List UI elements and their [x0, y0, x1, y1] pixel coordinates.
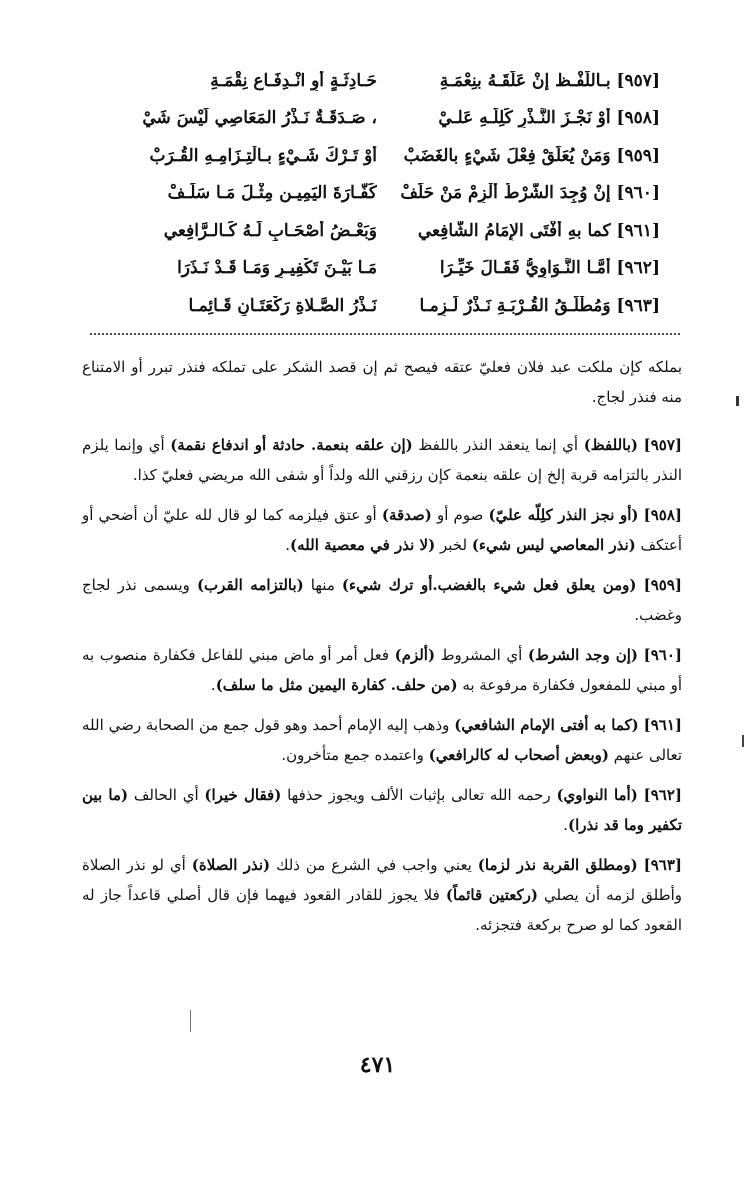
commentary-paragraph: [82, 570, 682, 630]
commentary-text: يعني واجب في الشرع من ذلك: [270, 856, 478, 874]
commentary-text: وذهب إليه الإمام أحمد وهو قول جمع من الصحابة رضي الله تعالى عنهم: [82, 716, 682, 764]
quoted-verse-text: (إن وجد الشرط): [527, 646, 639, 664]
commentary-text: منها: [303, 576, 342, 594]
verse-second-hemistich: حَـادِثَـةٍ أوِ انْـدِفَـاعِ نِقْمَـةِ: [210, 70, 377, 91]
quoted-verse-text: (ألزم): [394, 646, 436, 664]
verse-first-hemistich: [٩٦٣] وَمُطْلَـقُ القُـرْبَـةِ نَـذْرٌ لَـزِمـا: [419, 295, 660, 316]
quoted-verse-text: (أما النواوي): [556, 786, 638, 804]
verse-second-hemistich: مَـا بَيْـنَ تَكْفِيـرٍ وَمَـا قَـدْ نَـذَرَا: [177, 258, 377, 279]
commentary-section: [82, 352, 682, 950]
commentary-text: .: [285, 536, 291, 554]
verse-first-hemistich: [٩٦٢] أَمَّـا النَّـوَاوِيُّ فَقَـالَ خَيِّـرَا: [439, 258, 660, 279]
commentary-paragraph: [82, 430, 682, 490]
verse-number: [٩٥٧]: [643, 436, 682, 454]
verse-number: [٩٥٩]: [643, 576, 682, 594]
verse-number: [٩٦٢]: [643, 786, 682, 804]
verse-second-hemistich: كَفَّـارَةَ اليَمِيـنِ مِثْـلَ مَـا سَلَـفْ: [167, 183, 377, 204]
quoted-verse-text: (بالتزامه القرب): [196, 576, 304, 594]
quoted-verse-text: (باللفظ): [583, 436, 638, 454]
quoted-verse-text: (ومطلق القربة نذر لزما): [477, 856, 638, 874]
verse-second-hemistich: نَـذْرُ الصَّـلاةِ رَكْعَتَـانِ قَـائِمـا: [188, 295, 377, 316]
verse-number: [٩٦١]: [643, 716, 682, 734]
verse-first-hemistich: [٩٦١] كما بهِ أَفْتَى الإِمَامُ الشَّافِعي: [417, 220, 660, 241]
verse-second-hemistich: وَبَعْـضُ أَصْحَـابٍ لَـهُ كَـالـرَّافِعي: [163, 220, 377, 241]
verse-first-hemistich: [٩٥٩] وَمَنْ يُعَلِّقْ فِعْلَ شَيْءٍ بالغَضَبْ: [403, 145, 660, 166]
margin-mark: [736, 396, 739, 406]
verse-first-hemistich: [٩٦٠] إنْ وُجِدَ الشَّرْطُ أَلْزِمْ مَنْ حَلَفْ: [400, 183, 660, 204]
verse-line: [115, 175, 660, 213]
quoted-verse-text: (لا نذر في معصية الله): [290, 536, 436, 554]
commentary-text: ويسمى نذر لجاج وغضب.: [82, 576, 682, 624]
commentary-text: .: [563, 816, 569, 834]
margin-mark: [190, 1010, 191, 1032]
verse-first-hemistich: [٩٥٧] بـاللَّفْـظ إنْ عَلَّقَـهُ بنِعْمَـةِ: [439, 70, 660, 91]
commentary-paragraph: [82, 500, 682, 560]
commentary-text: أي الحالف: [128, 786, 205, 804]
quoted-verse-text: (كما به أفتى الإمام الشافعي): [454, 716, 639, 734]
verse-number: [٩٦٣]: [643, 856, 683, 874]
commentary-paragraph: [82, 850, 682, 940]
commentary-text: أي إنما ينعقد النذر باللفظ: [412, 436, 584, 454]
quoted-verse-text: (وبعض أصحاب له كالرافعي): [428, 746, 610, 764]
verse-line: [115, 287, 660, 325]
commentary-text: أي المشروط: [435, 646, 528, 664]
commentary-paragraph: [82, 710, 682, 770]
quoted-verse-text: (صدقة): [381, 506, 432, 524]
commentary-text: أي لو نذر الصلاة وأطلق لزمه أن يصلي: [82, 856, 682, 904]
dotted-divider: [90, 333, 680, 335]
quoted-verse-text: (ركعتين قائماً): [445, 886, 538, 904]
page-number: ٤٧١: [359, 1052, 396, 1078]
verse-line: [115, 137, 660, 175]
commentary-text: فلا يجوز للقادر القعود فيهما فإن قال أصلي قاعداً جاز له القعود كما لو صرح بركعة فتجزئه.: [82, 886, 682, 934]
commentary-text: أو عتق فيلزمه كما لو قال لله عليّ أن أضحي أو أعتكف: [82, 506, 682, 554]
verse-line: [115, 62, 660, 100]
commentary-text: فعل أمر أو ماض مبني للفاعل فكفارة منصوب به أو مبني للمفعول فكفارة مرفوعة به: [82, 646, 682, 694]
quoted-verse-text: (ما بين تكفير وما قد نذرا): [82, 786, 682, 834]
commentary-text: .: [210, 676, 216, 694]
verse-second-hemistich: ، صَـدَقَـةٌ نَـذْرُ المَعَاصِي لَيْسَ شَيْ: [142, 108, 377, 129]
verse-block: [115, 62, 660, 325]
commentary-text: صوم أو: [431, 506, 489, 524]
verse-second-hemistich: أوْ تَـرْكَ شَـيْءٍ بـالْتِـزَامِـهِ القُـرَبْ: [149, 145, 377, 166]
quoted-verse-text: (من حلف. كفارة اليمين مثل ما سلف): [215, 676, 458, 694]
quoted-verse-text: (ومن يعلق فعل شيء بالغضب.أو ترك شيء): [341, 576, 637, 594]
verse-number: [٩٦٠]: [643, 646, 682, 664]
quoted-verse-text: (نذر المعاصي ليس شيء): [471, 536, 636, 554]
verse-number: [٩٥٨]: [643, 506, 682, 524]
commentary-paragraph: [82, 780, 682, 840]
quoted-verse-text: (إن علقه بنعمة. حادثة أو اندفاع نقمة): [170, 436, 413, 454]
commentary-text: لخبر: [435, 536, 472, 554]
quoted-verse-text: (أو نجز النذر كلِلّه عليّ): [488, 506, 639, 524]
verse-line: [115, 212, 660, 250]
verse-line: [115, 250, 660, 288]
quoted-verse-text: (فقال خيرا): [204, 786, 282, 804]
commentary-text: أي وإنما يلزم النذر بالتزامه قربة إلخ إن علقه بنعمة كإن رزقني الله ولداً أو شفى الله مريضي فعليّ كذا.: [82, 436, 682, 484]
commentary-text: واعتمده جمع متأخرون.: [281, 746, 429, 764]
commentary-text: رحمه الله تعالى بإثبات الألف ويجوز حذفها: [281, 786, 557, 804]
margin-mark: [742, 735, 744, 747]
verse-first-hemistich: [٩٥٨] أوْ نَجْـزَ النَّـذْرِ كَلِلَّـهِ عَلـيْ: [438, 108, 660, 129]
commentary-text: بملكه كإن ملكت عبد فلان فعليّ عتقه فيصح ثم إن قصد الشكر على تملكه فنذر تبرر أو الامتناع منه فنذر لجاج.: [82, 358, 682, 406]
commentary-paragraph: [82, 640, 682, 700]
quoted-verse-text: (نذر الصلاة): [191, 856, 271, 874]
verse-line: [115, 100, 660, 138]
commentary-paragraph: [82, 352, 682, 412]
